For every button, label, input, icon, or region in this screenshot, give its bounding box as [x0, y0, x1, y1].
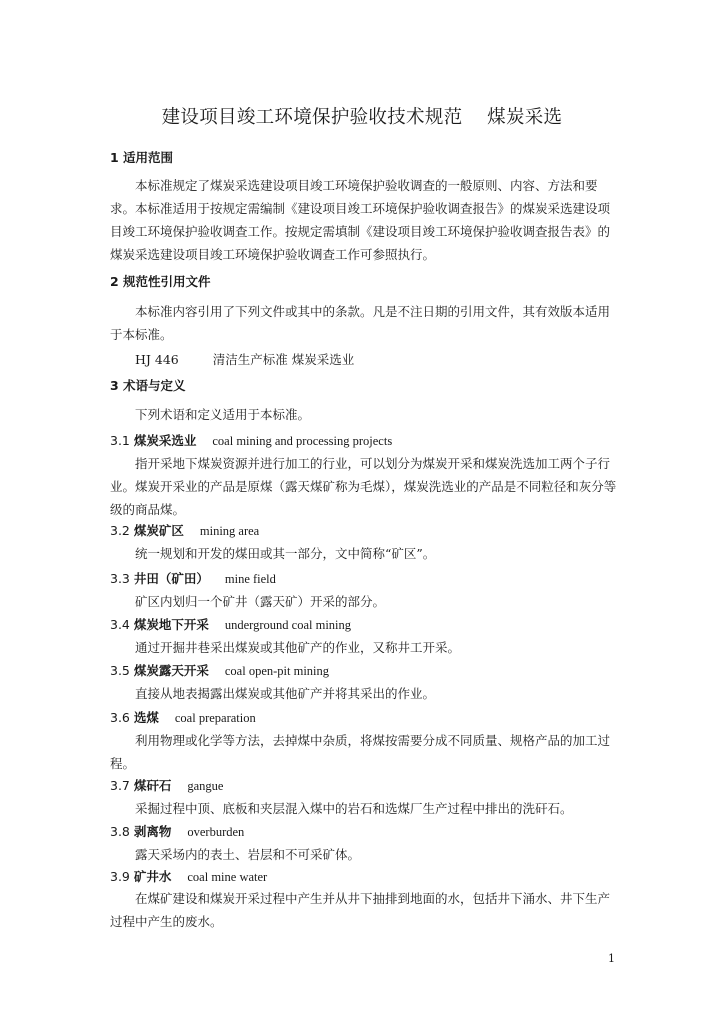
- term-number: 3.3: [110, 571, 130, 586]
- term-number: 3.6: [110, 710, 130, 725]
- term-number: 3.2: [110, 523, 130, 538]
- term-number: 3.8: [110, 824, 130, 839]
- term-name-en: gangue: [187, 779, 224, 793]
- section-1-paragraph-2: 本标准适用于按规定需编制《建设项目竣工环境保护验收调查报告》的煤炭采选建设项目竣工环境保护验收调查工作。按规定需填制《建设项目竣工环境保护验收调查报告表》的煤炭采选建设项目竣工环境保护验收调查工作可参照执行。: [110, 201, 611, 262]
- term-number: 3.9: [110, 869, 130, 884]
- reference-entry: [135, 350, 354, 368]
- section-heading-2: 2 规范性引用文件: [110, 274, 211, 289]
- term-heading: [110, 521, 259, 539]
- section-3-intro: 下列术语和定义适用于本标准。: [135, 407, 311, 422]
- term-definition: 采掘过程中顶、底板和夹层混入煤中的岩石和选煤厂生产过程中排出的洗矸石。: [135, 801, 573, 816]
- section-heading-1: 1 适用范围: [110, 150, 174, 165]
- page-number: 1: [608, 952, 615, 965]
- term-name-zh: 煤炭地下开采: [133, 617, 209, 632]
- term-heading: [110, 822, 244, 840]
- term-name-en: coal preparation: [174, 711, 256, 725]
- term-name-zh: 煤炭采选业: [133, 433, 197, 448]
- term-heading: [110, 661, 329, 679]
- term-heading: [110, 569, 276, 587]
- term-name-en: overburden: [187, 825, 245, 839]
- term-number: 3.5: [110, 663, 130, 678]
- term-heading: [110, 431, 392, 449]
- term-name-zh: 选煤: [133, 710, 159, 725]
- term-heading: [110, 615, 351, 633]
- term-definition: 露天采场内的表土、岩层和不可采矿体。: [135, 847, 361, 862]
- term-definition: 指开采地下煤炭资源并进行加工的行业，可以划分为煤炭开采和煤炭洗选加工两个子行业。煤炭开采业的产品是原煤（露天煤矿称为毛煤），煤炭洗选业的产品是不同粒径和灰分等级的商品煤。: [110, 456, 617, 517]
- term-definition: 在煤矿建设和煤炭开采过程中产生并从井下抽排到地面的水，包括井下涌水、井下生产过程中产生的废水。: [110, 891, 611, 929]
- term-name-en: coal mine water: [187, 870, 268, 884]
- reference-title: 清洁生产标准 煤炭采选业: [212, 352, 355, 367]
- term-definition: 利用物理或化学等方法，去掉煤中杂质，将煤按需要分成不同质量、规格产品的加工过程。: [110, 733, 611, 771]
- term-definition: 通过开掘井巷采出煤炭或其他矿产的作业，又称井工开采。: [135, 640, 461, 655]
- term-heading: [110, 708, 256, 726]
- term-name-zh: 煤炭矿区: [133, 523, 184, 538]
- document-title: 建设项目竣工环境保护验收技术规范 煤炭采选: [161, 107, 563, 128]
- term-name-zh: 剥离物: [133, 824, 172, 839]
- term-name-en: mining area: [199, 524, 260, 538]
- term-heading: [110, 867, 267, 885]
- term-name-en: coal mining and processing projects: [212, 434, 393, 448]
- term-definition: 直接从地表揭露出煤炭或其他矿产并将其采出的作业。: [135, 686, 436, 701]
- term-name-zh: 煤炭露天开采: [133, 663, 209, 678]
- term-name-en: underground coal mining: [224, 618, 352, 632]
- term-definition: 矿区内划归一个矿井（露天矿）开采的部分。: [135, 594, 386, 609]
- term-name-zh: 矿井水: [133, 869, 172, 884]
- section-1-paragraph-1: 本标准规定了煤炭采选建设项目竣工环境保护验收调查的一般原则、内容、方法和要求。: [110, 178, 598, 216]
- term-name-en: mine field: [224, 572, 276, 586]
- section-2-paragraph-1: 本标准内容引用了下列文件或其中的条款。凡是不注日期的引用文件，其有效版本适用于本标准。: [110, 304, 611, 342]
- term-definition: 统一规划和开发的煤田或其一部分，文中简称“矿区”。: [135, 546, 436, 561]
- reference-code: HJ 446: [135, 352, 179, 367]
- term-number: 3.7: [110, 778, 130, 793]
- term-name-zh: 煤矸石: [133, 778, 172, 793]
- term-heading: [110, 776, 223, 794]
- term-number: 3.4: [110, 617, 130, 632]
- term-number: 3.1: [110, 433, 130, 448]
- section-heading-3: 3 术语与定义: [110, 378, 186, 393]
- term-name-en: coal open-pit mining: [224, 664, 330, 678]
- term-name-zh: 井田（矿田）: [133, 571, 209, 586]
